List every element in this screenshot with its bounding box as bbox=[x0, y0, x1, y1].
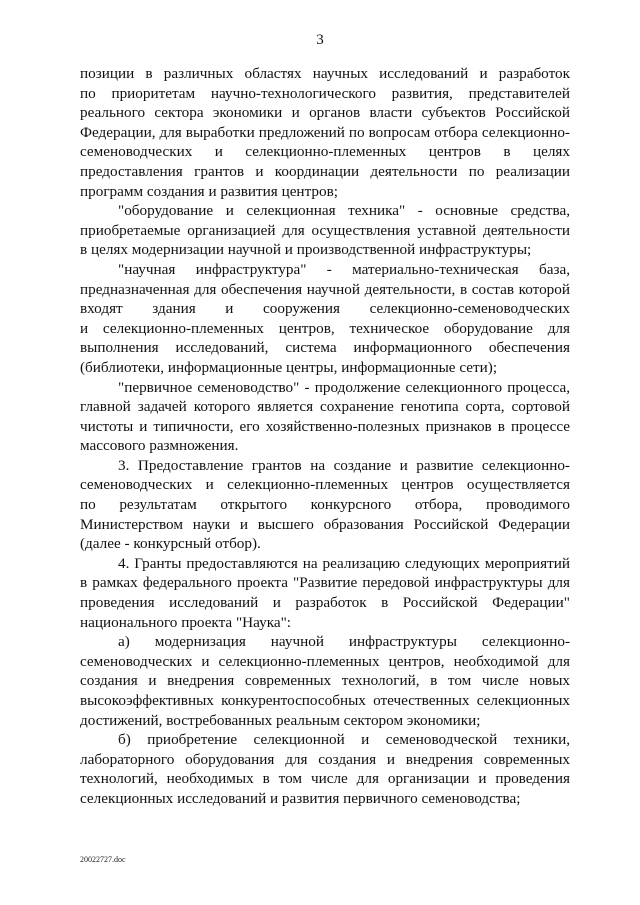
text-line: программ создания и развития центров; bbox=[80, 182, 338, 200]
text-line: по приоритетам научно-технологического развития, представителей bbox=[80, 84, 570, 102]
text-line: создания и внедрения современных технологий, в том числе новых bbox=[80, 672, 570, 690]
text-line: реального сектора экономики и органов власти субъектов Российской bbox=[80, 104, 570, 122]
text-line: "научная инфраструктура" - материально-техническая база, bbox=[118, 260, 570, 278]
text-line: массового размножения. bbox=[80, 437, 239, 455]
page-number: 3 bbox=[316, 32, 324, 48]
text-line: выполнения исследований, система информационного обеспечения bbox=[80, 339, 570, 357]
text-line: (далее - конкурсный отбор). bbox=[80, 535, 261, 553]
paragraph-definition-seed-production bbox=[80, 378, 570, 456]
text-line: проведения исследований и разработок в Российской Федерации" bbox=[80, 594, 570, 612]
text-line: предназначенная для обеспечения научной деятельности, в состав которой bbox=[80, 280, 570, 298]
text-line: главной задачей которого является сохранение генотипа сорта, сортовой bbox=[80, 398, 570, 416]
text-line: (библиотеки, информационные центры, информационные сети); bbox=[80, 358, 498, 376]
document-filename-footer: 20022727.doc bbox=[80, 855, 126, 864]
paragraph-item-4 bbox=[80, 554, 570, 632]
text-line: 3. Предоставление грантов на создание и развитие селекционно- bbox=[118, 456, 570, 474]
paragraph-definition-equipment bbox=[80, 201, 570, 260]
paragraph-definition-infrastructure bbox=[80, 260, 570, 378]
document-body bbox=[80, 64, 570, 809]
text-line: и селекционно-племенных центров, техническое оборудование для bbox=[80, 319, 570, 337]
text-line: приобретаемые организацией для осуществления уставной деятельности bbox=[80, 221, 570, 239]
text-line: чистоты и типичности, его хозяйственно-полезных признаков в процессе bbox=[80, 417, 570, 435]
text-line: в рамках федерального проекта "Развитие передовой инфраструктуры для bbox=[80, 574, 570, 592]
text-line: 4. Гранты предоставляются на реализацию следующих мероприятий bbox=[118, 554, 570, 572]
paragraph-subitem-b bbox=[80, 730, 570, 808]
text-line: национального проекта "Наука": bbox=[80, 613, 292, 631]
text-line: позиции в различных областях научных исследований и разработок bbox=[80, 65, 570, 82]
text-line: высокоэффективных конкурентоспособных отечественных селекционных bbox=[80, 692, 570, 709]
text-line: селекционных исследований и развития первичного семеноводства; bbox=[80, 789, 521, 807]
text-line: лабораторного оборудования для создания и внедрения современных bbox=[80, 750, 570, 768]
text-line: б) приобретение селекционной и семеноводческой техники, bbox=[118, 731, 570, 749]
paragraph-subitem-a bbox=[80, 632, 570, 730]
text-line: по результатам открытого конкурсного отбора, проводимого bbox=[80, 496, 570, 514]
text-line: семеноводческих и селекционно-племенных центров в целях bbox=[80, 143, 570, 161]
text-line: технологий, необходимых в том числе для организации и проведения bbox=[80, 770, 570, 788]
text-line: достижений, востребованных реальным сектором экономики; bbox=[80, 711, 481, 729]
text-line: "оборудование и селекционная техника" - основные средства, bbox=[118, 202, 570, 220]
text-line: "первичное семеноводство" - продолжение селекционного процесса, bbox=[118, 378, 570, 396]
text-line: а) модернизация научной инфраструктуры селекционно- bbox=[118, 633, 570, 651]
text-line: семеноводческих и селекционно-племенных центров, необходимой для bbox=[80, 652, 570, 670]
text-line: предоставления грантов и координации деятельности по реализации bbox=[80, 162, 570, 180]
text-line: семеноводческих и селекционно-племенных центров осуществляется bbox=[80, 476, 570, 494]
paragraph-item-3 bbox=[80, 456, 570, 554]
paragraph-continuation bbox=[80, 64, 570, 201]
text-line: Министерством науки и высшего образования Российской Федерации bbox=[80, 515, 570, 533]
text-line: в целях модернизации научной и производственной инфраструктуры; bbox=[80, 241, 532, 259]
text-line: Федерации, для выработки предложений по вопросам отбора селекционно- bbox=[80, 123, 570, 141]
text-line: входят здания и сооружения селекционно-семеноводческих bbox=[80, 300, 570, 318]
